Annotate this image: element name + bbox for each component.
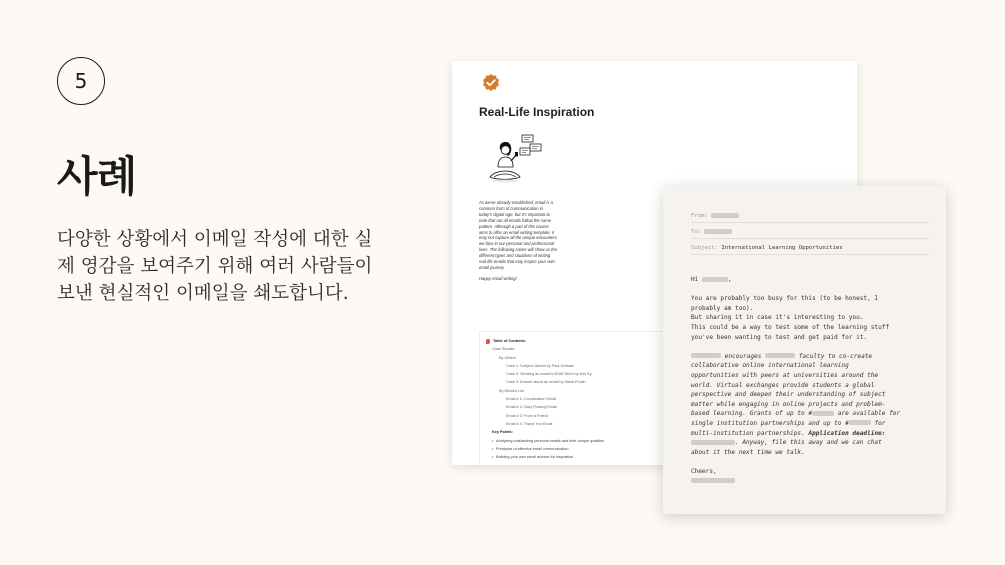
email-preview-card bbox=[663, 186, 946, 514]
verified-badge-icon bbox=[481, 73, 501, 93]
email-paragraph-2: encourages faculty to co-create collaborative online international learning opportunities with peers at universities around the world. Virtual exchanges provide students a global perspective and deepen their understanding of subject matter while engaging in online projects and problem- based learning. Grants of up to # are available for single institution partnerships and up to # for multi-institution partnerships. Application deadline: . Anyway, file this away and we can chat about it the next time we talk. bbox=[691, 352, 901, 456]
toc-header: Table of Contents: bbox=[486, 337, 669, 345]
email-signoff: Cheers, bbox=[691, 467, 717, 475]
toc-item[interactable]: Case Studies bbox=[492, 347, 515, 352]
page-title: 사례 bbox=[57, 152, 137, 201]
table-of-contents bbox=[479, 331, 675, 465]
doc-title: Real-Life Inspiration bbox=[479, 105, 595, 119]
description-line: 보낸 현실적인 이메일을 쇄도합니다. bbox=[57, 283, 349, 304]
description bbox=[57, 226, 377, 307]
step-number: 5 bbox=[74, 69, 88, 93]
toc-item[interactable]: By Others bbox=[499, 355, 516, 360]
toc-item[interactable]: Case 3: A tweet about an email by Maria Poulin bbox=[506, 380, 586, 385]
toc-item[interactable]: Email # 3: From a Friend bbox=[506, 413, 548, 418]
email-paragraph-1: You are probably too busy for this (to be honest, I probably am too). But sharing it in case it's interesting to you. This could be a way to test some of the learning stuff you've been wanting to test and get paid for it. bbox=[691, 295, 890, 341]
toc-item[interactable]: Case 1: Subject: Airbnb by Paul Graham bbox=[506, 363, 575, 368]
redacted-org bbox=[691, 353, 721, 358]
toc-item[interactable]: Email # 4: Thank You Email bbox=[506, 421, 553, 426]
intro-signoff: Happy email writing! bbox=[479, 275, 517, 281]
email-body bbox=[691, 275, 923, 486]
toc-item[interactable]: Email # 2: Gary Flowing Email bbox=[506, 405, 557, 410]
redacted-recipient bbox=[704, 229, 732, 234]
redacted-org bbox=[765, 353, 795, 358]
key-points-header: Key Points: bbox=[492, 430, 513, 435]
redacted-signature bbox=[691, 478, 735, 483]
email-greeting: Hi , bbox=[691, 276, 732, 283]
to-label: To: bbox=[691, 229, 702, 235]
key-point-item: • Principles of effective email communication bbox=[486, 445, 669, 453]
doc-intro-text bbox=[479, 200, 557, 287]
toc-item[interactable]: Email # 1: Coordination Email bbox=[506, 397, 557, 402]
step-number-badge bbox=[57, 57, 105, 105]
description-line: 제 영감을 보여주기 위해 여러 사람들이 bbox=[57, 256, 373, 277]
redacted-name bbox=[702, 277, 728, 282]
redacted-amount bbox=[812, 411, 834, 416]
subject-value: International Learning Opportunities bbox=[721, 245, 843, 251]
key-point-item: • Analyzing outstanding personal emails and their unique qualities bbox=[486, 437, 669, 445]
key-point-item: • Building your own email archive for inspiration bbox=[486, 453, 669, 461]
description-line: 다양한 상황에서 이메일 작성에 대한 실 bbox=[57, 229, 373, 250]
person-with-messages-illustration bbox=[484, 133, 546, 189]
redacted-sender bbox=[711, 213, 739, 218]
pin-icon bbox=[486, 339, 490, 344]
from-label: From: bbox=[691, 213, 708, 219]
toc-item[interactable]: Case 2: Sending an email to $10K Work by Kris Ky bbox=[506, 372, 592, 377]
email-from-row bbox=[691, 213, 929, 223]
redacted-date bbox=[691, 440, 735, 445]
email-to-row bbox=[691, 229, 929, 239]
email-subject-row bbox=[691, 245, 929, 255]
intro-paragraph: As we've already established, email is a common form of communication in today's digital age, but it's important to note that not all emails follow the same pattern. Although a part of this course aims to offer an email writing template, it may not capture all the unique encounters we face in our personal and professional lives. The following cases will show us the different types and situations of writing real-life emails that may inspire your own email journey. bbox=[479, 200, 557, 270]
subject-label: Subject: bbox=[691, 245, 718, 251]
redacted-amount bbox=[849, 420, 871, 425]
toc-item[interactable]: By Monica Lim bbox=[499, 388, 524, 393]
